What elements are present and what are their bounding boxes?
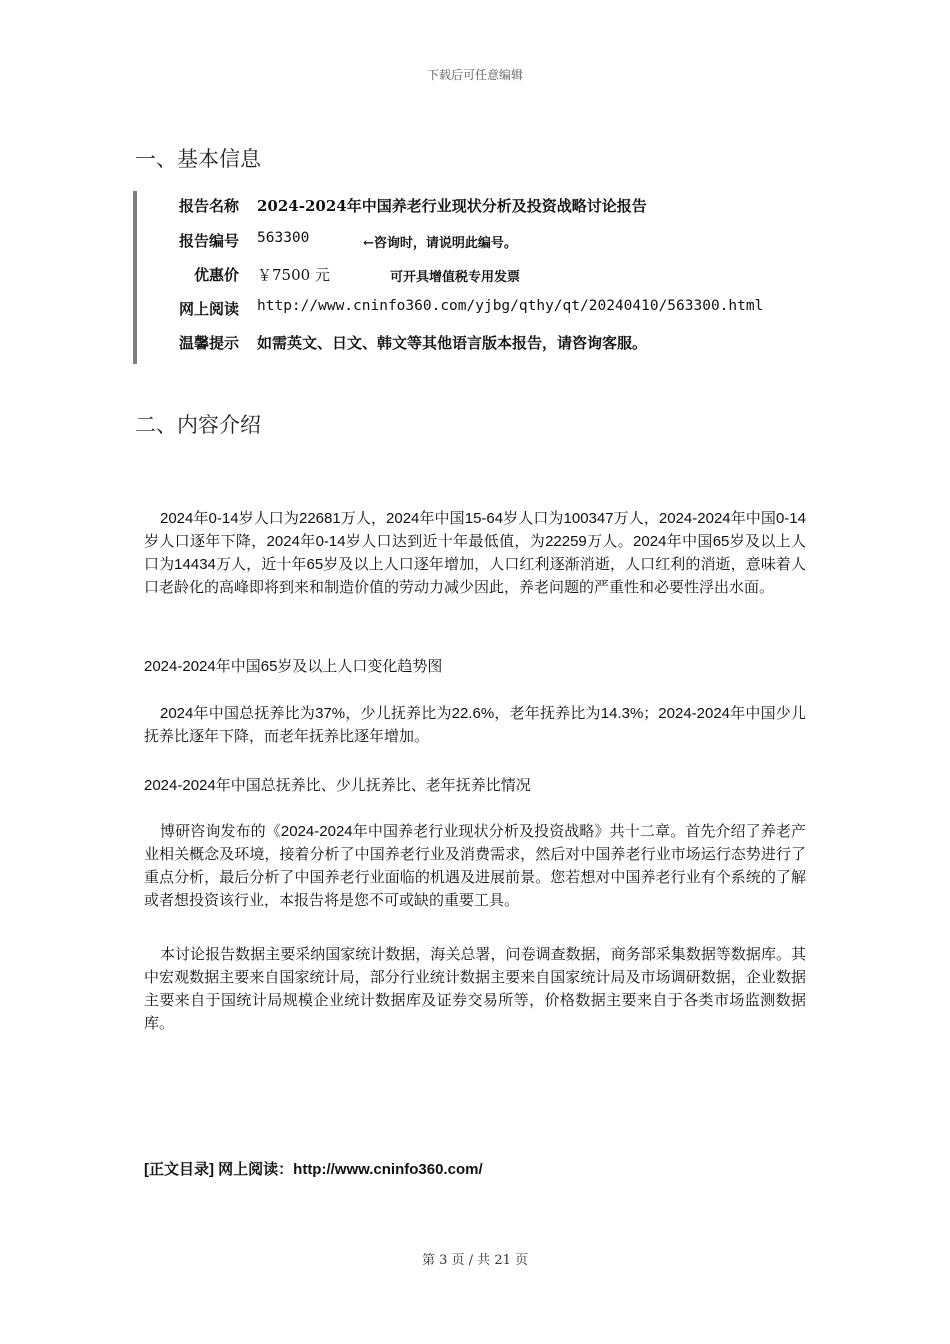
paragraph-dependency-ratio: 2024年中国总抚养比为37%，少儿抚养比为22.6%，老年抚养比为14.3%；2024-2024年中国少儿抚养比逐年下降，而老年抚养比逐年增加。 <box>144 705 806 745</box>
online-url-link[interactable]: http://www.cninfo360.com/yjbg/qthy/qt/20240410/563300.html <box>257 298 764 314</box>
paragraph-report-overview: 博研咨询发布的《2024-2024年中国养老行业现状分析及投资战略》共十二章。首先介绍了养老产业相关概念及环境，接着分析了中国养老行业及消费需求，然后对中国养老行业市场运行态势进行了重点分析，最后分析了中国养老行业面临的机遇及进展前景。您若想对中国养老行业有个系统的了解或者想投资该行业，本报告将是您不可或缺的重要工具。 <box>144 823 806 909</box>
report-no-note: ←咨询时，请说明此编号。 <box>363 236 517 251</box>
toc-online-link[interactable]: [正文目录] 网上阅读：http://www.cninfo360.com/ <box>144 1161 483 1178</box>
online-label: 网上阅读 <box>178 300 239 318</box>
paragraph-population: 2024年0-14岁人口为22681万人，2024年中国15-64岁人口为100347万人，2024-2024年中国0-14岁人口逐年下降，2024年0-14岁人口达到近十年最低值，为22259万人。2024年中国65岁及以上人口为14434万人，近十年65岁及以上人口逐年增加，人口红利逐渐消逝，人口红利的消逝，意味着人口老龄化的高峰即将到来和制造价值的劳动力减少因此，养老问题的严重性和必要性浮出水面。 <box>144 510 806 596</box>
price-value: ￥7500 元 <box>257 266 330 284</box>
report-name-value: 2024-2024年中国养老行业现状分析及投资战略讨论报告 <box>257 197 647 215</box>
report-name-label: 报告名称 <box>178 197 239 215</box>
report-no-value: 563300 <box>257 230 310 246</box>
figure-caption-dependency-ratio: 2024-2024年中国总抚养比、少儿抚养比、老年抚养比情况 <box>144 777 531 794</box>
report-no-label: 报告编号 <box>178 232 239 250</box>
header-note: 下载后可任意编辑 <box>426 68 523 82</box>
tip-value: 如需英文、日文、韩文等其他语言版本报告，请咨询客服。 <box>257 334 648 352</box>
figure-caption-65-population: 2024-2024年中国65岁及以上人口变化趋势图 <box>144 658 443 675</box>
tip-label: 温馨提示 <box>178 334 239 352</box>
price-label: 优惠价 <box>193 266 239 284</box>
section-title-basic-info: 一、基本信息 <box>135 147 261 171</box>
page-footer: 第 3 页 / 共 21 页 <box>422 1253 528 1268</box>
section-title-content-intro: 二、内容介绍 <box>135 413 261 437</box>
paragraph-data-sources: 本讨论报告数据主要采纳国家统计数据，海关总署，问卷调查数据，商务部采集数据等数据库。其中宏观数据主要来自国家统计局，部分行业统计数据主要来自国家统计局及市场调研数据，企业数据主要来自于国统计局规模企业统计数据库及证券交易所等，价格数据主要来自于各类市场监测数据库。 <box>144 946 806 1032</box>
price-note: 可开具增值税专用发票 <box>390 270 521 285</box>
info-box <box>133 191 817 364</box>
